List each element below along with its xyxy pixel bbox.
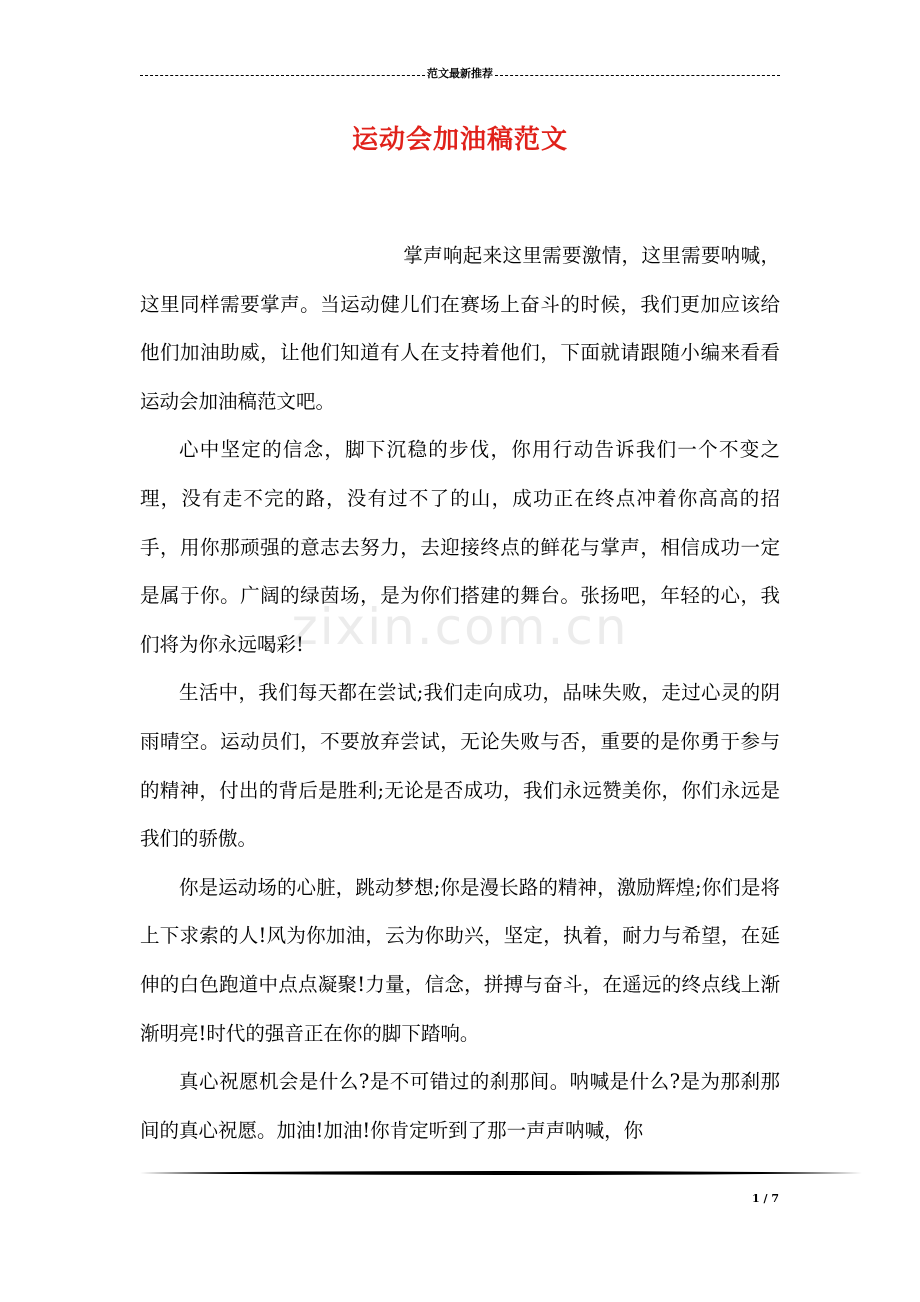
header-dash-right — [495, 75, 780, 76]
footer-rule — [140, 1170, 862, 1176]
paragraph: 心中坚定的信念，脚下沉稳的步伐，你用行动告诉我们一个不变之理，没有走不完的路，没有过不了的山，成功正在终点冲着你高高的招手，用你那顽强的意志去努力，去迎接终点的鲜花与掌声，相信成功一定是属于你。广阔的绿茵场，是为你们搭建的舞台。张扬吧，年轻的心，我们将为你永远喝彩! — [140, 438, 780, 656]
page-number: 1 / 7 — [752, 1192, 779, 1205]
paragraph-intro: 掌声响起来这里需要激情，这里需要呐喊，这里同样需要掌声。当运动健儿们在赛场上奋斗的时候，我们更加应该给他们加油助威，让他们知道有人在支持着他们，下面就请跟随小编来看看运动会加油稿范文吧。 — [140, 244, 780, 413]
watermark: zixin.com.cn — [291, 598, 629, 656]
page-header — [140, 64, 780, 84]
header-label: 范文最新推荐 — [427, 67, 493, 80]
paragraph: 生活中，我们每天都在尝试;我们走向成功，品味失败，走过心灵的阴雨晴空。运动员们，不要放弃尝试，无论失败与否，重要的是你勇于参与的精神，付出的背后是胜利;无论是否成功，我们永远赞美你，你们永远是我们的骄傲。 — [140, 681, 780, 851]
document-body — [140, 232, 780, 1155]
document-title: 运动会加油稿范文 — [351, 125, 568, 155]
paragraph: 你是运动场的心脏，跳动梦想;你是漫长路的精神，激励辉煌;你们是将上下求索的人!风为你加油，云为你助兴，坚定，执着，耐力与希望，在延伸的白色跑道中点点凝聚!力量，信念，拼搏与奋斗，在遥远的终点线上渐渐明亮!时代的强音正在你的脚下踏响。 — [140, 875, 780, 1045]
paragraph: 真心祝愿机会是什么?是不可错过的刹那间。呐喊是什么?是为那刹那间的真心祝愿。加油!加油!你肯定听到了那一声声呐喊，你 — [140, 1070, 780, 1142]
header-dash-left — [140, 75, 425, 76]
